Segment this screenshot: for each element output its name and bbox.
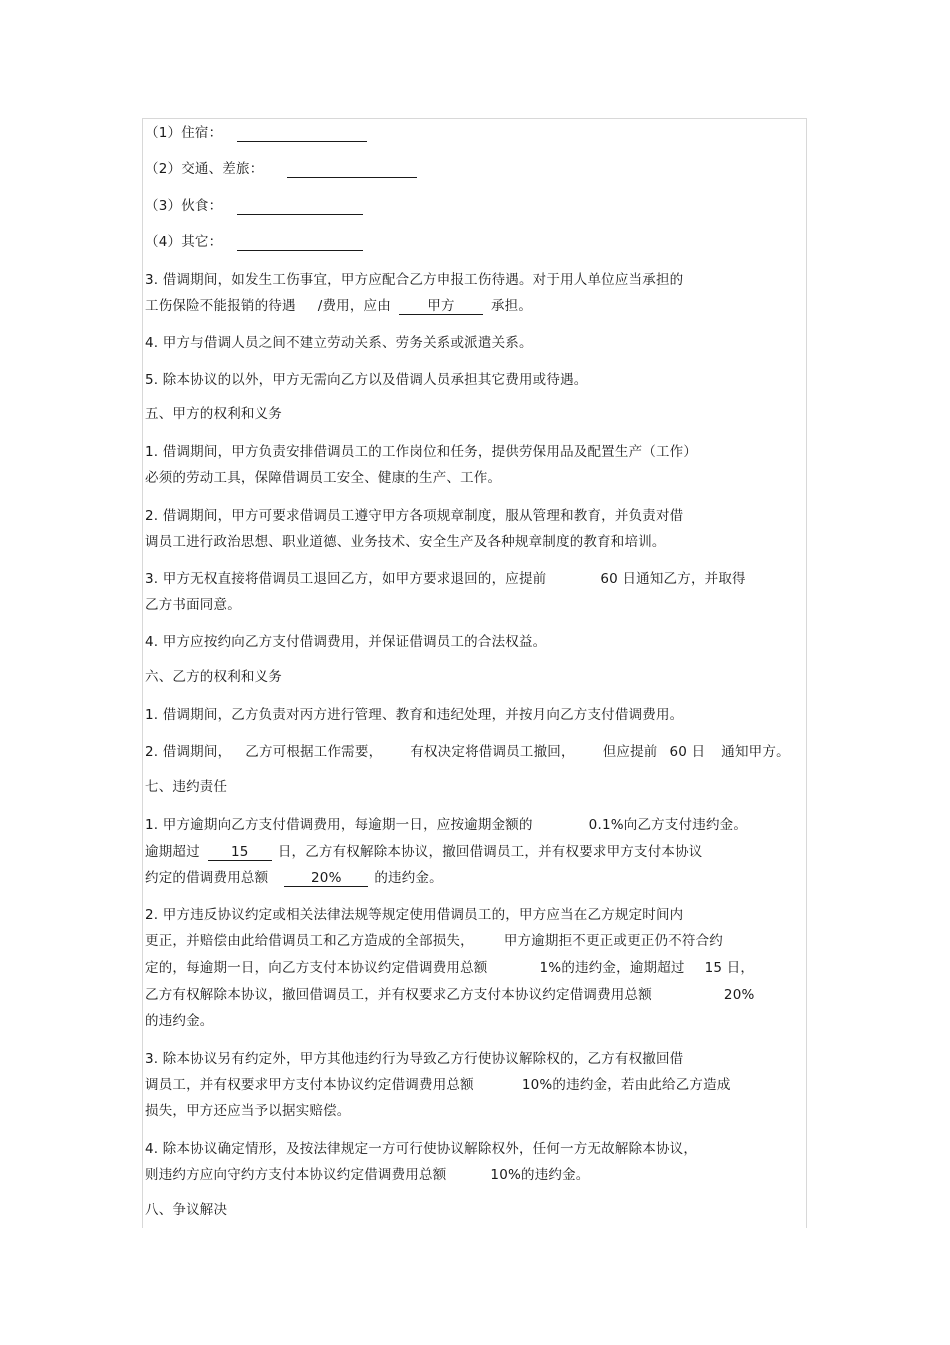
s7-clause-1-line-3 xyxy=(145,869,443,887)
s7-clause-2-text-e: 15 日， xyxy=(704,960,755,976)
expense-lodging xyxy=(145,124,222,142)
expense-travel-label: （2）交通、差旅： xyxy=(145,161,264,177)
s5-clause-3-text-b: 60 日通知乙方，并取得 xyxy=(600,571,746,587)
s7-clause-3-line-2 xyxy=(145,1076,731,1094)
s7-clause-1-percent: 20% xyxy=(284,870,368,887)
s5-clause-1-line-1: 1. 借调期间，甲方负责安排借调员工的工作岗位和任务，提供劳保用品及配置生产（工作） xyxy=(145,444,698,460)
s7-clause-3-text-a: 调员工，并有权要求甲方支付本协议约定借调费用总额 xyxy=(145,1077,474,1093)
s7-clause-1-text-c: 日，乙方有权解除本协议，撤回借调员工，并有权要求甲方支付本协议 xyxy=(277,844,703,860)
expense-meals xyxy=(145,197,222,215)
section-6-heading: 六、乙方的权利和义务 xyxy=(145,669,282,685)
s5-clause-3-line-1 xyxy=(145,570,746,588)
s7-clause-1-days: 15 xyxy=(208,844,272,861)
s6-clause-2-f: 通知甲方。 xyxy=(721,744,790,760)
s7-clause-1-overdue-label: 逾期超过 xyxy=(145,844,200,860)
expense-other-blank xyxy=(237,236,363,251)
s7-clause-2-line-3 xyxy=(145,959,754,977)
s5-clause-2-line-1: 2. 借调期间，甲方可要求借调员工遵守甲方各项规章制度，服从管理和教育，并负责对借 xyxy=(145,508,684,524)
section-7-heading: 七、违约责任 xyxy=(145,779,228,795)
s6-clause-2-d: 但应提前 xyxy=(602,744,658,760)
s7-clause-2-text-a: 更正，并赔偿由此给借调员工和乙方造成的全部损失， xyxy=(145,933,474,949)
s5-clause-2-line-2: 调员工进行政治思想、职业道德、业务技术、安全生产及各种规章制度的教育和培训。 xyxy=(145,534,666,550)
s7-clause-3-line-3: 损失，甲方还应当予以据实赔偿。 xyxy=(145,1103,351,1119)
s7-clause-3-text-b: 10%的违约金，若由此给乙方造成 xyxy=(521,1077,731,1093)
expense-other-label: （4）其它： xyxy=(145,234,223,250)
s7-clause-2-text-c: 定的，每逾期一日，向乙方支付本协议约定借调费用总额 xyxy=(145,960,488,976)
s5-clause-3-text-a: 3. 甲方无权直接将借调员工退回乙方，如甲方要求退回的，应提前 xyxy=(145,571,547,587)
s6-clause-2-e: 60 日 xyxy=(669,744,706,760)
s7-clause-1-text-a: 1. 甲方逾期向乙方支付借调费用，每逾期一日，应按逾期金额的 xyxy=(145,817,533,833)
s7-clause-2-line-1: 2. 甲方违反协议约定或相关法律法规等规定使用借调员工的，甲方应当在乙方规定时间内 xyxy=(145,907,684,923)
s7-clause-2-line-5: 的违约金。 xyxy=(145,1013,214,1029)
s7-clause-1-total-label: 约定的借调费用总额 xyxy=(145,870,269,886)
s6-clause-2 xyxy=(145,743,790,761)
s6-clause-2-a: 2. 借调期间， xyxy=(145,744,232,760)
s7-clause-1-line-2 xyxy=(145,843,703,861)
s5-clause-1-line-2: 必须的劳动工具，保障借调员工安全、健康的生产、工作。 xyxy=(145,470,502,486)
s7-clause-2-text-f: 乙方有权解除本协议，撤回借调员工，并有权要求乙方支付本协议约定借调费用总额 xyxy=(145,987,652,1003)
clause-3-text-b: /费用，应由 xyxy=(317,298,391,314)
s7-clause-4-line-2 xyxy=(145,1166,590,1184)
clause-3-line-1: 3. 借调期间，如发生工伤事宜，甲方应配合乙方申报工伤待遇。对于用人单位应当承担的 xyxy=(145,272,684,288)
expense-lodging-blank xyxy=(237,127,367,142)
expense-lodging-label: （1）住宿： xyxy=(145,125,223,141)
s7-clause-2-text-g: 20% xyxy=(723,987,755,1003)
s7-clause-2-line-2 xyxy=(145,932,723,950)
s6-clause-2-b: 乙方可根据工作需要， xyxy=(245,744,383,760)
clause-5: 5. 除本协议的以外，甲方无需向乙方以及借调人员承担其它费用或待遇。 xyxy=(145,372,588,388)
s7-clause-4-text-b: 10%的违约金。 xyxy=(490,1167,590,1183)
expense-meals-blank xyxy=(237,200,363,215)
s7-clause-4-line-1: 4. 除本协议确定情形，及按法律规定一方可行使协议解除权外，任何一方无故解除本协议， xyxy=(145,1141,698,1157)
s6-clause-2-c: 有权决定将借调员工撤回， xyxy=(410,744,575,760)
clause-3-text-c: 承担。 xyxy=(490,298,533,314)
section-8-heading: 八、争议解决 xyxy=(145,1202,228,1218)
expense-travel-blank xyxy=(287,163,417,178)
s7-clause-2-line-4 xyxy=(145,986,755,1004)
expense-other xyxy=(145,233,222,251)
expense-travel xyxy=(145,160,263,178)
s7-clause-2-text-b: 甲方逾期拒不更正或更正仍不符合约 xyxy=(503,933,724,949)
clause-3-line-2 xyxy=(145,297,532,315)
s7-clause-1-line-1 xyxy=(145,816,747,834)
s7-clause-4-text-a: 则违约方应向守约方支付本协议约定借调费用总额 xyxy=(145,1167,447,1183)
s5-clause-4: 4. 甲方应按约向乙方支付借调费用，并保证借调员工的合法权益。 xyxy=(145,634,547,650)
section-5-heading: 五、甲方的权利和义务 xyxy=(145,406,282,422)
clause-3-text-a: 工伤保险不能报销的待遇 xyxy=(145,298,296,314)
s7-clause-2-text-d: 1%的违约金，逾期超过 xyxy=(539,960,685,976)
clause-3-party: 甲方 xyxy=(399,298,483,315)
s6-clause-1: 1. 借调期间，乙方负责对丙方进行管理、教育和违纪处理，并按月向乙方支付借调费用。 xyxy=(145,707,684,723)
s5-clause-3-line-2: 乙方书面同意。 xyxy=(145,597,241,613)
s7-clause-1-text-d: 的违约金。 xyxy=(374,870,443,886)
clause-4: 4. 甲方与借调人员之间不建立劳动关系、劳务关系或派遣关系。 xyxy=(145,335,533,351)
s7-clause-3-line-1: 3. 除本协议另有约定外，甲方其他违约行为导致乙方行使协议解除权的，乙方有权撤回借 xyxy=(145,1051,684,1067)
s7-clause-1-text-b: 0.1%向乙方支付违约金。 xyxy=(588,817,748,833)
expense-meals-label: （3）伙食： xyxy=(145,198,223,214)
